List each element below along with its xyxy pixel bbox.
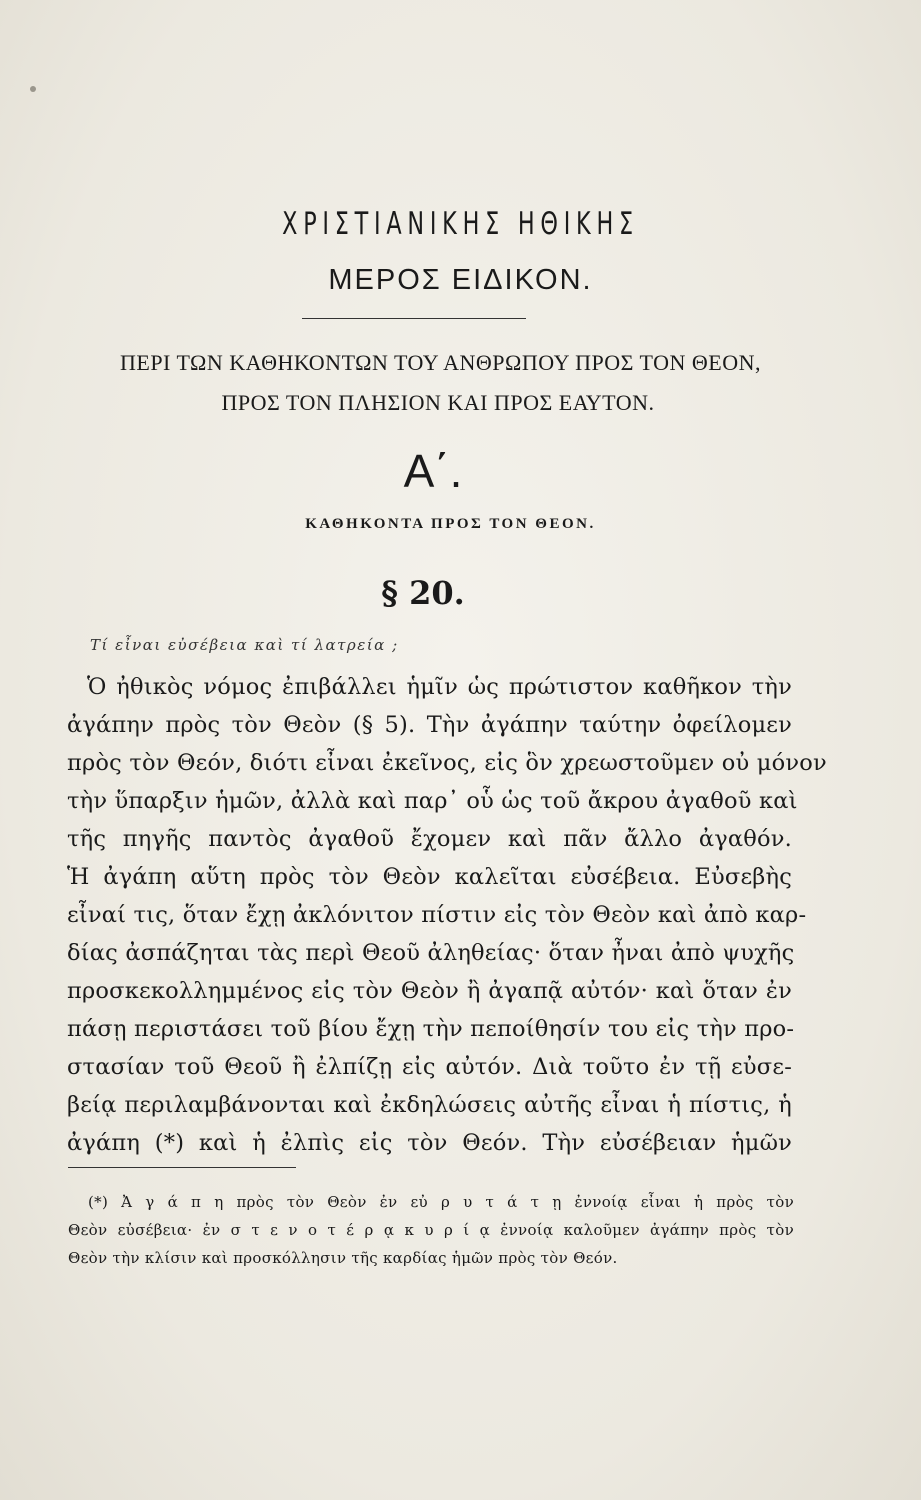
body-line: εἶναί τις, ὅταν ἔχῃ ἀκλόνιτον πίστιν εἰς τὸν Θεὸν καὶ ἀπὸ καρ- [67,902,807,928]
body-line: στασίαν τοῦ Θεοῦ ἢ ἐλπίζῃ εἰς αὐτόν. Διὰ τοῦτο ἐν τῇ εὐσε- [67,1054,792,1080]
body-line: τὴν ὕπαρξιν ἡμῶν, ἀλλὰ καὶ παρ᾽ οὗ ὡς τοῦ ἄκρου ἀγαθοῦ καὶ [67,788,798,814]
footnote [68,1188,794,1272]
body-line: Ὁ ἠθικὸς νόμος ἐπιβάλλει ἡμῖν ὡς πρώτιστον καθῆκον τὴν [87,674,792,700]
footnote-line: (*) Ἀ γ ά π η πρὸς τὸν Θεὸν ἐν εὐ ρ υ τ ά τ ῃ ἐννοίᾳ εἶναι ἡ πρὸς τὸν [88,1193,794,1211]
body-line: βείᾳ περιλαμβάνονται καὶ ἐκδηλώσεις αὐτῆς εἶναι ἡ πίστις, ἡ [67,1092,792,1118]
body-line: Ἡ ἀγάπη αὕτη πρὸς τὸν Θεὸν καλεῖται εὐσέβεια. Εὐσεβὴς [67,864,792,890]
footnote-line: Θεὸν εὐσέβεια· ἐν σ τ ε ν ο τ έ ρ ᾳ κ υ ρ ί ᾳ ἐννοίᾳ καλοῦμεν ἀγάπην πρὸς τὸν [68,1221,794,1239]
body-line: δίας ἀσπάζηται τὰς περὶ Θεοῦ ἀληθείας· ὅταν ἦναι ἀπὸ ψυχῆς [67,940,795,966]
footnote-divider [68,1167,296,1168]
body-line: ἀγάπην πρὸς τὸν Θεὸν (§ 5). Τὴν ἀγάπην ταύτην ὀφείλομεν [67,712,792,738]
section-question: Τί εἶναι εὐσέβεια καὶ τί λατρεία ; [90,636,399,654]
body-line: τῆς πηγῆς παντὸς ἀγαθοῦ ἔχομεν καὶ πᾶν ἄλλο ἀγαθόν. [67,826,792,852]
main-title: ΧΡΙΣΤΙΑΝΙΚΗΣ ΗΘΙΚΗΣ [282,206,639,242]
body-text [67,668,827,1162]
subtitle: ΜΕΡΟΣ ΕΙΔΙΚΟΝ. [328,264,593,296]
part-title: ΚΑΘΗΚΟΝΤΑ ΠΡΟΣ ΤΟΝ ΘΕΟΝ. [305,516,596,532]
body-line: πάσῃ περιστάσει τοῦ βίου ἔχῃ τὴν πεποίθησίν του εἰς τὴν προ- [67,1016,795,1042]
footnote-line: Θεὸν τὴν κλίσιν καὶ προσκόλλησιν τῆς καρδίας ἡμῶν πρὸς τὸν Θεόν. [68,1249,618,1267]
body-line: πρὸς τὸν Θεόν, διότι εἶναι ἐκεῖνος, εἰς ὃν χρεωστοῦμεν οὐ μόνον [67,750,827,776]
title-divider [302,318,526,319]
paper-speck [30,86,36,92]
section-number: § 20. [381,574,465,612]
duties-heading-line-1: ΠΕΡΙ ΤΩΝ ΚΑΘΗΚΟΝΤΩΝ ΤΟΥ ΑΝΘΡΩΠΟΥ ΠΡΟΣ ΤΟΝ ΘΕΟΝ, [120,350,761,375]
part-number: Α΄. [403,445,463,497]
body-line: ἀγάπη (*) καὶ ἡ ἐλπὶς εἰς τὸν Θεόν. Τὴν εὐσέβειαν ἡμῶν [67,1130,792,1156]
duties-heading-line-2: ΠΡΟΣ ΤΟΝ ΠΛΗΣΙΟΝ ΚΑΙ ΠΡΟΣ ΕΑΥΤΟΝ. [221,390,655,415]
body-line: προσκεκολλημμένος εἰς τὸν Θεὸν ἢ ἀγαπᾷ αὐτόν· καὶ ὅταν ἐν [67,978,792,1004]
